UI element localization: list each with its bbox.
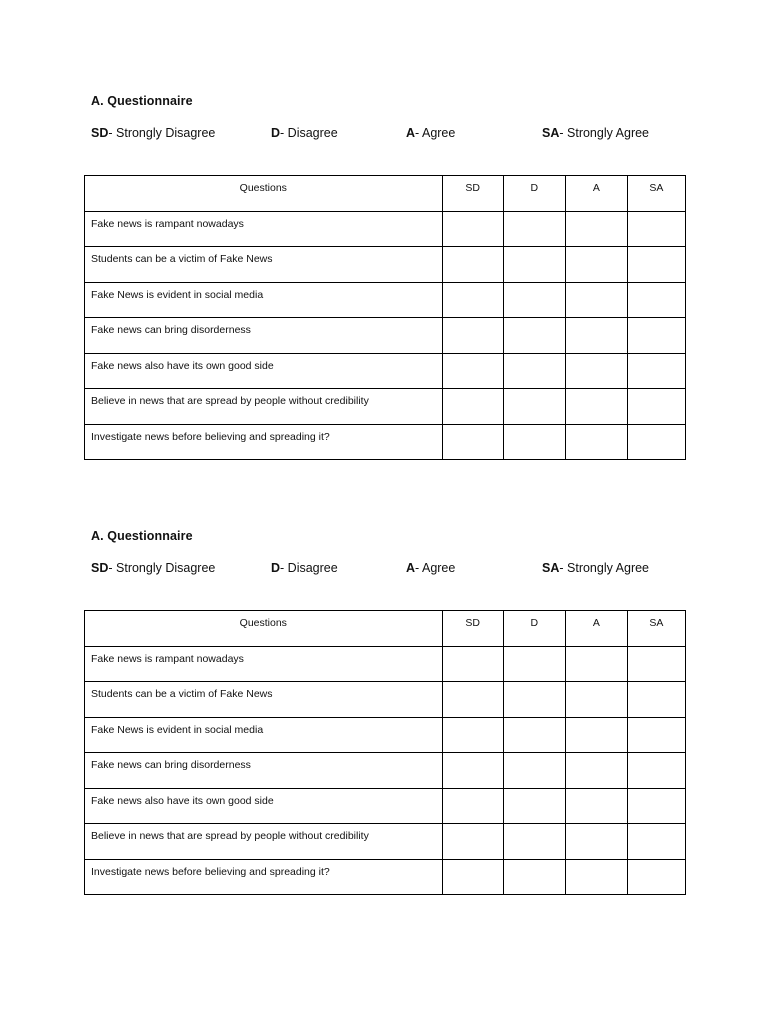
header-sa: SA bbox=[627, 611, 685, 647]
table-header-row bbox=[85, 611, 686, 647]
question-cell: Believe in news that are spread by people without credibility bbox=[85, 389, 443, 425]
rating-cell-sa[interactable] bbox=[627, 282, 685, 318]
rating-cell-sa[interactable] bbox=[627, 353, 685, 389]
rating-cell-sd[interactable] bbox=[442, 717, 503, 753]
rating-cell-a[interactable] bbox=[565, 646, 627, 682]
legend-a bbox=[406, 561, 455, 575]
table-row bbox=[85, 646, 686, 682]
legend-abbr: A bbox=[406, 126, 416, 140]
header-sd: SD bbox=[442, 176, 503, 212]
rating-cell-d[interactable] bbox=[503, 247, 565, 283]
rating-cell-sa[interactable] bbox=[627, 211, 685, 247]
header-d: D bbox=[503, 176, 565, 212]
rating-cell-sa[interactable] bbox=[627, 859, 685, 895]
question-cell: Fake news also have its own good side bbox=[85, 353, 443, 389]
rating-cell-sd[interactable] bbox=[442, 389, 503, 425]
table-row bbox=[85, 318, 686, 354]
question-cell: Fake News is evident in social media bbox=[85, 717, 443, 753]
legend-abbr: SD bbox=[91, 126, 109, 140]
legend-sd bbox=[91, 561, 215, 575]
rating-cell-a[interactable] bbox=[565, 859, 627, 895]
question-cell: Fake news also have its own good side bbox=[85, 788, 443, 824]
legend-desc: - Strongly Disagree bbox=[108, 561, 216, 575]
rating-cell-a[interactable] bbox=[565, 717, 627, 753]
rating-cell-sd[interactable] bbox=[442, 824, 503, 860]
table-row bbox=[85, 824, 686, 860]
rating-cell-sd[interactable] bbox=[442, 753, 503, 789]
rating-cell-d[interactable] bbox=[503, 682, 565, 718]
question-cell: Students can be a victim of Fake News bbox=[85, 682, 443, 718]
rating-cell-sd[interactable] bbox=[442, 682, 503, 718]
rating-cell-sa[interactable] bbox=[627, 247, 685, 283]
legend-d bbox=[271, 561, 338, 575]
rating-cell-sd[interactable] bbox=[442, 424, 503, 460]
rating-cell-sd[interactable] bbox=[442, 211, 503, 247]
table-row bbox=[85, 247, 686, 283]
legend-desc: - Agree bbox=[415, 561, 456, 575]
rating-cell-sd[interactable] bbox=[442, 247, 503, 283]
rating-cell-d[interactable] bbox=[503, 788, 565, 824]
rating-cell-d[interactable] bbox=[503, 389, 565, 425]
legend-abbr: D bbox=[271, 126, 281, 140]
header-sa: SA bbox=[627, 176, 685, 212]
rating-cell-a[interactable] bbox=[565, 424, 627, 460]
rating-cell-d[interactable] bbox=[503, 211, 565, 247]
legend-sa bbox=[542, 561, 649, 575]
question-cell: Students can be a victim of Fake News bbox=[85, 247, 443, 283]
rating-cell-d[interactable] bbox=[503, 353, 565, 389]
legend-desc: - Strongly Agree bbox=[559, 126, 650, 140]
rating-cell-sa[interactable] bbox=[627, 753, 685, 789]
rating-cell-a[interactable] bbox=[565, 247, 627, 283]
table-row bbox=[85, 389, 686, 425]
legend-abbr: SD bbox=[91, 561, 109, 575]
table-header-row bbox=[85, 176, 686, 212]
legend-sd bbox=[91, 126, 215, 140]
rating-cell-a[interactable] bbox=[565, 682, 627, 718]
table-row bbox=[85, 353, 686, 389]
legend-abbr: SA bbox=[542, 126, 560, 140]
table-row bbox=[85, 424, 686, 460]
rating-cell-sd[interactable] bbox=[442, 318, 503, 354]
rating-cell-a[interactable] bbox=[565, 753, 627, 789]
table-row bbox=[85, 788, 686, 824]
rating-cell-a[interactable] bbox=[565, 389, 627, 425]
rating-cell-d[interactable] bbox=[503, 318, 565, 354]
header-questions: Questions bbox=[85, 611, 443, 647]
rating-cell-a[interactable] bbox=[565, 211, 627, 247]
section-heading: A. Questionnaire bbox=[91, 94, 193, 108]
question-cell: Fake news can bring disorderness bbox=[85, 753, 443, 789]
rating-cell-a[interactable] bbox=[565, 282, 627, 318]
legend-desc: - Disagree bbox=[280, 126, 338, 140]
legend-desc: - Strongly Agree bbox=[559, 561, 650, 575]
rating-cell-d[interactable] bbox=[503, 646, 565, 682]
legend-d bbox=[271, 126, 338, 140]
table-row bbox=[85, 682, 686, 718]
table-row bbox=[85, 282, 686, 318]
header-sd: SD bbox=[442, 611, 503, 647]
rating-cell-d[interactable] bbox=[503, 282, 565, 318]
rating-cell-sa[interactable] bbox=[627, 788, 685, 824]
question-cell: Fake news is rampant nowadays bbox=[85, 646, 443, 682]
rating-cell-sa[interactable] bbox=[627, 717, 685, 753]
question-cell: Fake news can bring disorderness bbox=[85, 318, 443, 354]
legend-desc: - Disagree bbox=[280, 561, 338, 575]
rating-cell-sd[interactable] bbox=[442, 353, 503, 389]
rating-cell-sd[interactable] bbox=[442, 282, 503, 318]
questionnaire-table bbox=[84, 610, 686, 895]
header-a: A bbox=[565, 176, 627, 212]
table-row bbox=[85, 859, 686, 895]
legend-abbr: D bbox=[271, 561, 281, 575]
legend-desc: - Agree bbox=[415, 126, 456, 140]
rating-cell-a[interactable] bbox=[565, 318, 627, 354]
legend-desc: - Strongly Disagree bbox=[108, 126, 216, 140]
rating-cell-sa[interactable] bbox=[627, 389, 685, 425]
rating-cell-a[interactable] bbox=[565, 788, 627, 824]
question-cell: Fake news is rampant nowadays bbox=[85, 211, 443, 247]
header-questions: Questions bbox=[85, 176, 443, 212]
legend-abbr: A bbox=[406, 561, 416, 575]
rating-cell-sa[interactable] bbox=[627, 646, 685, 682]
table-row bbox=[85, 753, 686, 789]
table-row bbox=[85, 211, 686, 247]
rating-cell-a[interactable] bbox=[565, 824, 627, 860]
rating-cell-sa[interactable] bbox=[627, 318, 685, 354]
question-cell: Believe in news that are spread by people without credibility bbox=[85, 824, 443, 860]
rating-cell-sa[interactable] bbox=[627, 682, 685, 718]
question-cell: Fake News is evident in social media bbox=[85, 282, 443, 318]
legend-abbr: SA bbox=[542, 561, 560, 575]
questionnaire-table bbox=[84, 175, 686, 460]
legend-a bbox=[406, 126, 455, 140]
section-heading: A. Questionnaire bbox=[91, 529, 193, 543]
rating-cell-d[interactable] bbox=[503, 753, 565, 789]
rating-cell-sd[interactable] bbox=[442, 646, 503, 682]
rating-cell-sd[interactable] bbox=[442, 859, 503, 895]
legend-sa bbox=[542, 126, 649, 140]
question-cell: Investigate news before believing and spreading it? bbox=[85, 424, 443, 460]
rating-cell-sd[interactable] bbox=[442, 788, 503, 824]
question-cell: Investigate news before believing and spreading it? bbox=[85, 859, 443, 895]
rating-cell-a[interactable] bbox=[565, 353, 627, 389]
rating-cell-sa[interactable] bbox=[627, 424, 685, 460]
header-a: A bbox=[565, 611, 627, 647]
header-d: D bbox=[503, 611, 565, 647]
rating-cell-d[interactable] bbox=[503, 424, 565, 460]
rating-cell-d[interactable] bbox=[503, 824, 565, 860]
rating-cell-sa[interactable] bbox=[627, 824, 685, 860]
table-row bbox=[85, 717, 686, 753]
rating-cell-d[interactable] bbox=[503, 717, 565, 753]
rating-cell-d[interactable] bbox=[503, 859, 565, 895]
